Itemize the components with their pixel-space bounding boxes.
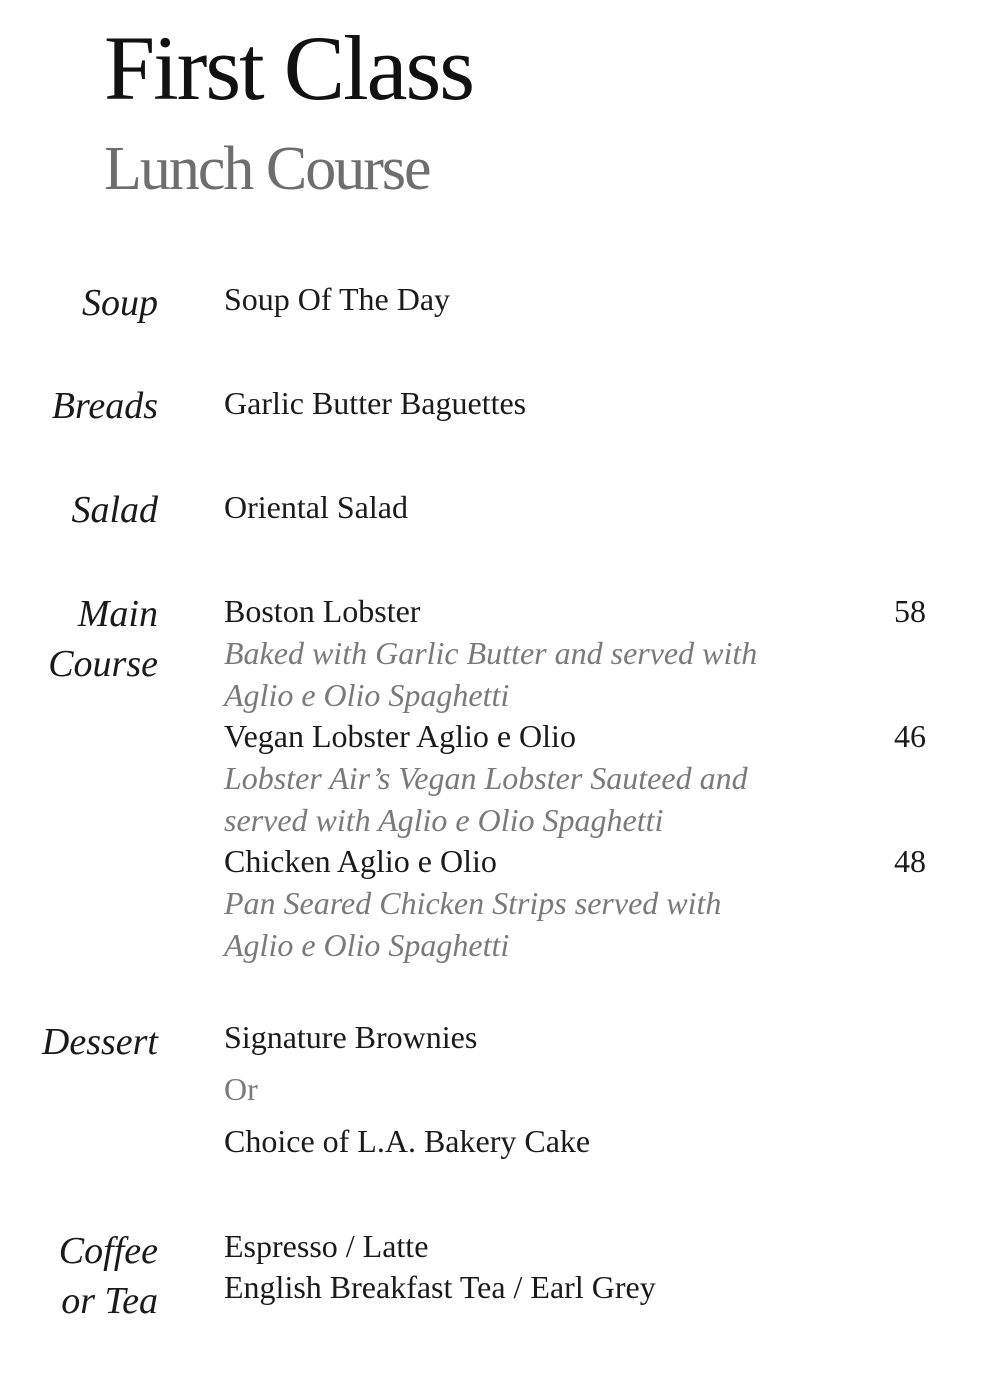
dessert-or: Or (224, 1071, 258, 1107)
section-label-soup: Soup (82, 282, 158, 324)
main-item-description (224, 632, 844, 716)
menu-subtitle: Lunch Course (104, 135, 430, 203)
coffee-item: Espresso / Latte (224, 1228, 429, 1264)
main-item-desc-line: Aglio e Olio Spaghetti (224, 677, 510, 713)
section-label-coffee-line1: Coffee (58, 1230, 158, 1272)
main-item-desc-line: Aglio e Olio Spaghetti (224, 927, 510, 963)
main-item-price: 58 (894, 593, 926, 629)
tea-item: English Breakfast Tea / Earl Grey (224, 1269, 656, 1305)
section-label-coffee-line2: or Tea (61, 1280, 158, 1322)
section-label-main-course (48, 589, 158, 689)
main-item-desc-line: served with Aglio e Olio Spaghetti (224, 802, 664, 838)
section-label-breads: Breads (51, 385, 158, 427)
soup-item: Soup Of The Day (224, 281, 451, 317)
section-label-dessert: Dessert (41, 1021, 158, 1063)
main-item-name: Vegan Lobster Aglio e Olio (224, 718, 576, 754)
breads-item: Garlic Butter Baguettes (224, 385, 527, 421)
dessert-item: Signature Brownies (224, 1019, 478, 1055)
main-item-desc-line: Baked with Garlic Butter and served with (224, 635, 758, 671)
main-item-description (224, 757, 844, 841)
section-label-salad: Salad (71, 489, 158, 531)
section-label-coffee-or-tea (59, 1226, 158, 1326)
section-label-main-line2: Course (48, 643, 158, 685)
main-item-desc-line: Pan Seared Chicken Strips served with (224, 885, 722, 921)
main-item-price: 46 (894, 718, 926, 754)
main-item-description (224, 882, 844, 966)
main-item-desc-line: Lobster Air’s Vegan Lobster Sauteed and (224, 760, 748, 796)
salad-item: Oriental Salad (224, 489, 408, 525)
main-item-name: Boston Lobster (224, 593, 421, 629)
dessert-item: Choice of L.A. Bakery Cake (224, 1123, 591, 1159)
main-item-name: Chicken Aglio e Olio (224, 843, 497, 879)
menu-title: First Class (104, 17, 474, 119)
main-item-price: 48 (894, 843, 926, 879)
section-label-main-line1: Main (77, 593, 158, 635)
